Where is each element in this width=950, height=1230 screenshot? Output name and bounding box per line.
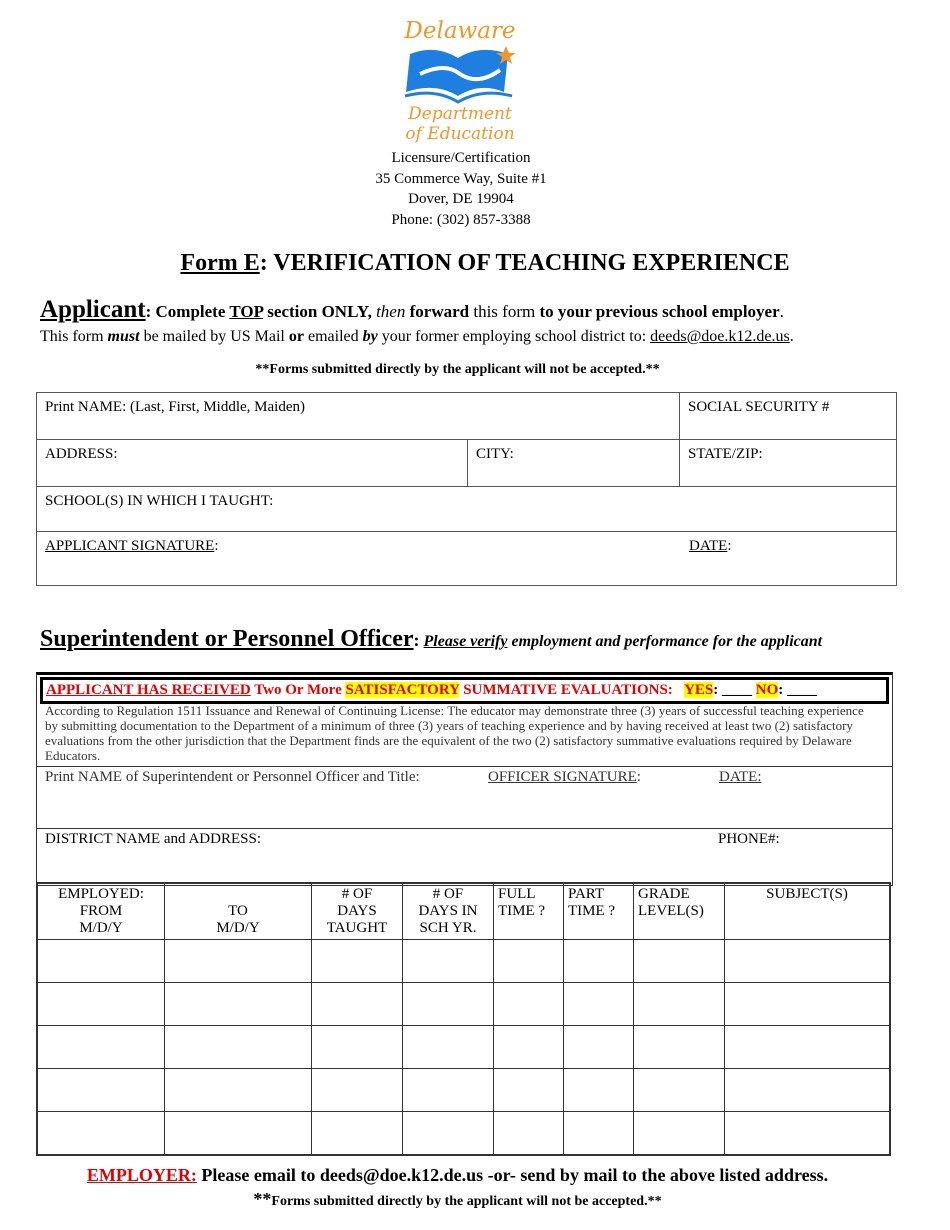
form-title-prefix: Form E [180,250,260,276]
regulation-text: According to Regulation 1511 Issuance and Renewal of Continuing License: The educator may demonstrate three (3) years of successful teaching experience by submitting documentation to the Department of a minimum of three (3) years of teaching experience and by having received at least two (2) satisfactory evaluations from the other jurisdiction that the Department finds are the equivalent of the two (2) satisfactory summative evaluations required by Delaware Educators. [45,703,864,763]
officer-section-heading [40,626,940,653]
applicant-date-label: DATE [689,538,728,554]
mail-or: or [288,328,304,345]
ssn-field[interactable] [680,393,897,440]
table-cell[interactable] [312,940,403,983]
applicant-instructions [40,296,920,324]
footer-notice [0,1189,915,1210]
officer-box [36,672,893,886]
state-zip-label: STATE/ZIP: [688,446,763,462]
address-field[interactable] [37,440,468,487]
table-cell[interactable] [564,940,634,983]
table-cell[interactable] [634,1069,725,1112]
eval-yes[interactable]: YES [684,682,714,698]
table-cell[interactable] [564,1069,634,1112]
schools-field[interactable] [37,487,897,532]
district-label: DISTRICT NAME and ADDRESS: [45,831,261,847]
instr-employer: to your previous school employer [539,302,780,321]
table-cell[interactable] [725,1112,891,1156]
applicant-signature-label: APPLICANT SIGNATURE [45,538,215,554]
table-cell[interactable] [37,940,165,983]
experience-table [36,882,891,1156]
office-street: 35 Commerce Way, Suite #1 [375,170,547,187]
instr-forward: forward [409,302,470,321]
table-cell[interactable] [725,1026,891,1069]
col-employed-from: EMPLOYED: FROM M/D/Y [37,883,165,940]
footer-notice-text: Forms submitted directly by the applicant will not be accepted.** [271,1194,662,1209]
officer-heading-rest: employment and performance for the applicant [507,633,823,650]
col-to: TO M/D/Y [165,883,312,940]
mail-by: by [362,328,378,345]
name-field[interactable] [37,393,680,440]
table-row [37,983,890,1026]
table-cell[interactable] [494,940,564,983]
evaluation-banner [40,677,889,704]
instr-text: . [779,302,784,321]
table-cell[interactable] [37,1112,165,1156]
table-row [37,940,890,983]
mail-text: . [789,328,794,345]
table-cell[interactable] [564,983,634,1026]
phone-label: PHONE#: [718,831,780,847]
table-cell[interactable] [165,983,312,1026]
officer-name-field[interactable] [45,769,885,825]
eval-yes-blank[interactable]: : ____ [713,682,756,698]
applicant-notice: **Forms submitted directly by the applicant will not be accepted.** [255,362,660,377]
instr-text: : Complete [145,302,230,321]
form-title-rest: : VERIFICATION OF TEACHING EXPERIENCE [259,250,790,276]
table-cell[interactable] [165,940,312,983]
table-cell[interactable] [312,1112,403,1156]
doe-logo [360,18,560,144]
officer-sig-colon: : [636,769,641,785]
city-label: CITY: [476,446,514,462]
eval-no-blank[interactable]: : ____ [778,682,817,698]
applicant-fields-table [36,392,897,586]
officer-date-label: DATE: [719,769,762,785]
instr-text: section [263,302,322,321]
table-cell[interactable] [312,1026,403,1069]
footer-employer: EMPLOYER: [86,1165,197,1185]
email-link[interactable]: deeds@doe.k12.de.us [650,328,790,345]
table-cell[interactable] [165,1069,312,1112]
eval-text: Two Or More [250,682,346,698]
table-cell[interactable] [403,983,494,1026]
mail-text: emailed [303,328,363,345]
mail-text: your former employing school district to: [377,328,651,345]
table-cell[interactable] [312,1069,403,1112]
table-cell[interactable] [37,1026,165,1069]
eval-no[interactable]: NO [755,682,779,698]
table-cell[interactable] [494,983,564,1026]
table-cell[interactable] [494,1112,564,1156]
table-cell[interactable] [725,1069,891,1112]
logo-line1: Department [408,104,512,124]
instr-text: this form [469,302,540,321]
col-full-time: FULL TIME ? [494,883,564,940]
table-cell[interactable] [165,1026,312,1069]
table-cell[interactable] [634,1112,725,1156]
officer-name-label: Print NAME of Superintendent or Personnel Officer and Title: [45,769,420,785]
table-cell[interactable] [403,1112,494,1156]
district-field[interactable] [45,831,885,881]
officer-please-verify: Please verify [423,633,508,650]
table-cell[interactable] [494,1069,564,1112]
applicant-signature-field[interactable]: APPLICANT SIGNATURE: DATE: [37,532,897,586]
table-cell[interactable] [494,1026,564,1069]
table-cell[interactable] [634,1026,725,1069]
table-cell[interactable] [37,1069,165,1112]
footer-stars: ** [253,1189,272,1209]
office-city: Dover, DE 19904 [408,191,514,207]
eval-text: SUMMATIVE EVALUATIONS: [459,682,673,698]
table-cell[interactable] [312,983,403,1026]
office-name: Licensure/Certification [391,150,531,166]
col-days-taught: # OF DAYS TAUGHT [312,883,403,940]
table-cell[interactable] [403,1069,494,1112]
instr-top: TOP [229,302,264,321]
form-title [0,250,950,277]
table-cell[interactable] [564,1026,634,1069]
mail-instructions [40,328,920,346]
experience-header-row [37,883,890,940]
officer-signature-label: OFFICER SIGNATURE [488,769,637,785]
name-label: Print NAME: (Last, First, Middle, Maiden) [45,399,305,415]
city-field[interactable] [468,440,680,487]
applicant-heading: Applicant [40,296,146,323]
address-label: ADDRESS: [45,446,118,462]
state-zip-field[interactable] [680,440,897,487]
instr-only: ONLY, [321,302,372,321]
schools-label: SCHOOL(S) IN WHICH I TAUGHT: [45,493,274,509]
col-days-in-school-year: # OF DAYS IN SCH YR. [403,883,494,940]
officer-heading-colon: : [413,630,420,650]
table-cell[interactable] [634,983,725,1026]
table-cell[interactable] [403,1026,494,1069]
footer-instruction [0,1165,915,1186]
mail-must: must [107,328,140,345]
table-cell[interactable] [725,940,891,983]
mail-text: This form [40,328,108,345]
ssn-label: SOCIAL SECURITY # [688,399,830,415]
table-row [37,1026,890,1069]
col-subjects: SUBJECT(S) [725,883,891,940]
office-address [300,148,622,230]
table-cell[interactable] [564,1112,634,1156]
col-grade-levels: GRADE LEVEL(S) [634,883,725,940]
table-cell[interactable] [37,983,165,1026]
table-cell[interactable] [634,940,725,983]
table-row [37,1069,890,1112]
logo-line2: of Education [405,124,515,144]
table-cell[interactable] [403,940,494,983]
table-cell[interactable] [165,1112,312,1156]
col-part-time: PART TIME ? [564,883,634,940]
logo-title: Delaware [404,18,516,44]
table-cell[interactable] [725,983,891,1026]
officer-heading-title: Superintendent or Personnel Officer [40,626,414,652]
footer-text: Please email to deeds@doe.k12.de.us -or- send by mail to the above listed address. [196,1165,829,1185]
table-row [37,1112,890,1156]
eval-satisfactory: SATISFACTORY [345,682,460,698]
instr-then: then [371,302,410,321]
logo-graphic [400,44,520,104]
office-phone: Phone: (302) 857-3388 [391,211,531,228]
eval-received: APPLICANT HAS RECEIVED [46,682,251,698]
mail-text: be mailed by US Mail [139,328,289,345]
